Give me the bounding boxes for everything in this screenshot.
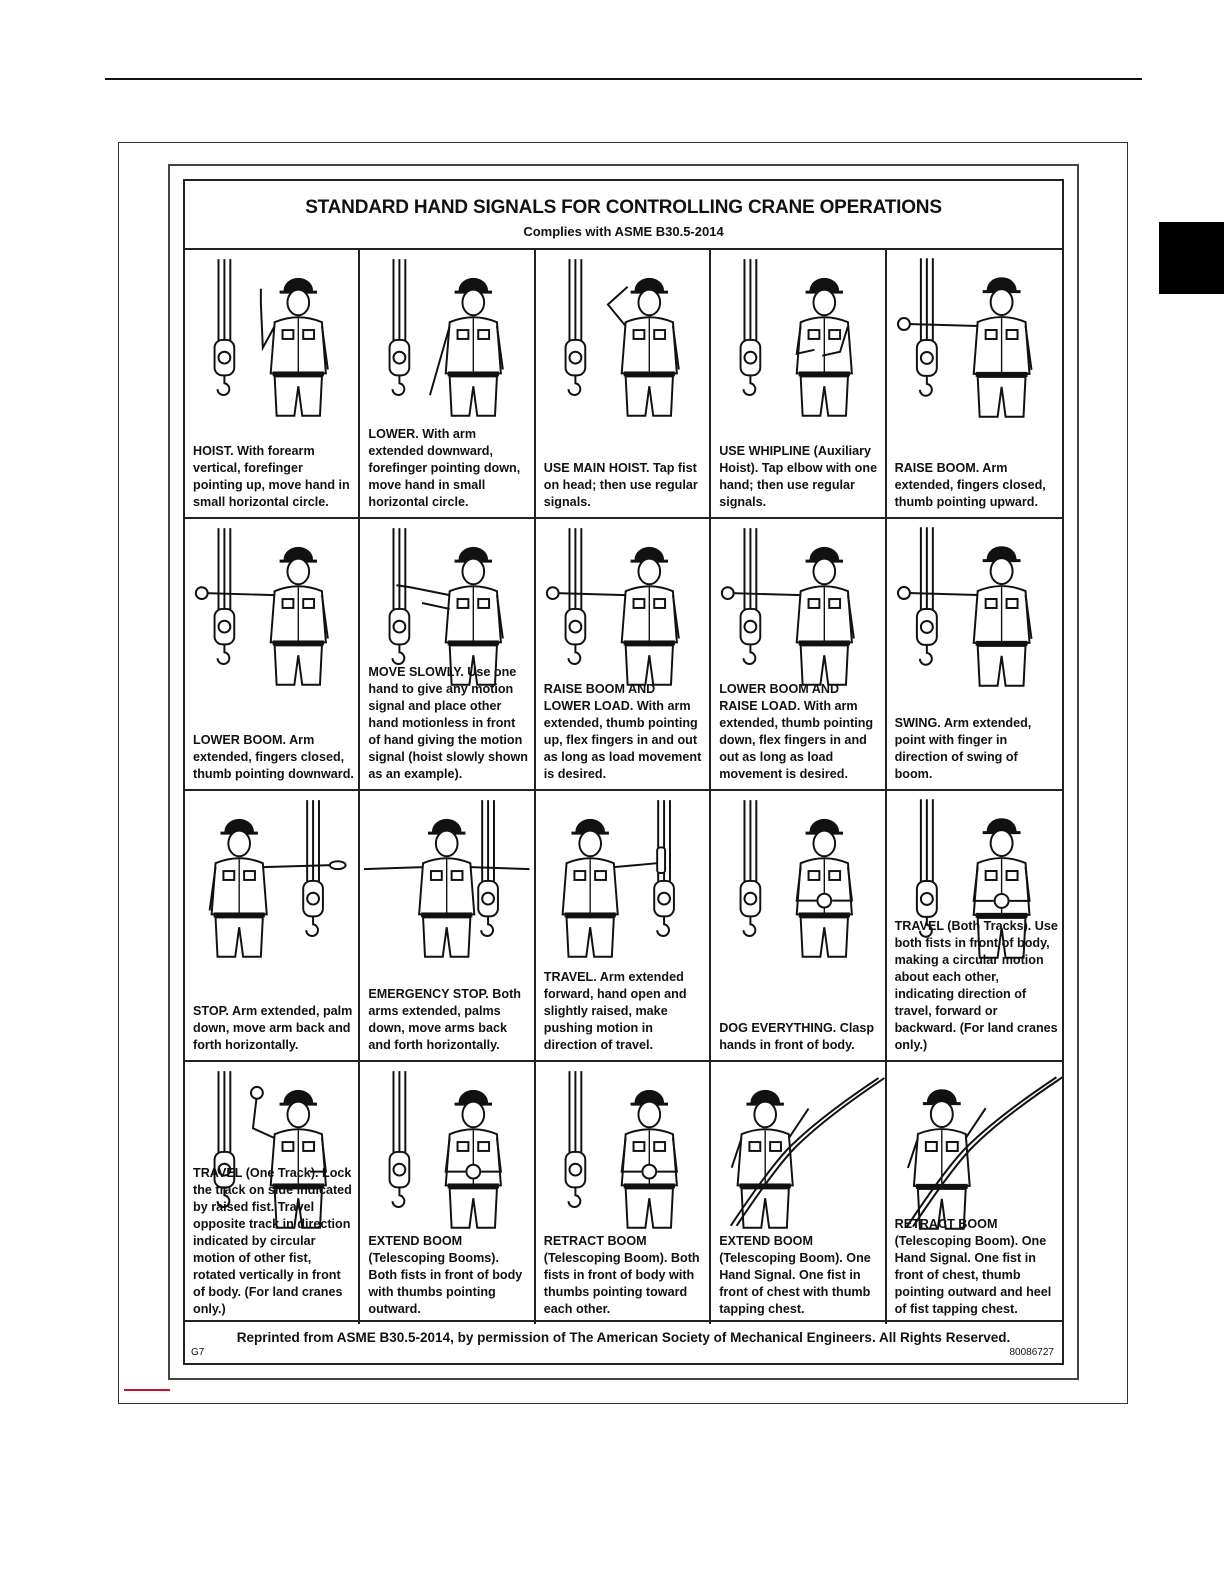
signal-description [895, 1216, 1058, 1318]
signal-cell [360, 519, 535, 791]
signal-description [193, 443, 354, 511]
figure-code: G7 [191, 1347, 205, 1358]
signal-cell [536, 250, 711, 519]
signal-instructions: With forearm vertical, forefinger pointing up, move hand in small horizontal circle. [193, 444, 350, 509]
signal-instructions: (Telescoping Booms). Both fists in front of body with thumbs pointing outward. [368, 1251, 523, 1316]
signal-name: RAISE BOOM. [894, 461, 980, 475]
lower-boom-icon [185, 519, 358, 689]
signal-name: RETRACT BOOM [894, 1217, 998, 1231]
top-rule [105, 78, 1142, 80]
signal-description [368, 426, 529, 511]
signal-instructions: Both arms extended, palms down, move arms back and forth horizontally. [368, 987, 521, 1052]
travel-icon [536, 791, 709, 961]
signal-instructions: Arm extended, palm down, move arm back and forth horizontally. [193, 1004, 353, 1052]
signal-name: LOWER BOOM AND RAISE LOAD. [719, 682, 840, 713]
signal-description [544, 460, 705, 511]
signal-name: HOIST. [193, 444, 234, 458]
signal-name: EMERGENCY STOP. [368, 987, 489, 1001]
signal-description [368, 664, 529, 783]
signal-cell [185, 250, 360, 519]
dog-everything-icon [711, 791, 884, 961]
signal-description [193, 1003, 354, 1054]
signal-cell [536, 1062, 711, 1324]
signal-name: USE WHIPLINE [719, 444, 811, 458]
signal-instructions: Arm extended forward, hand open and slightly raised, make pushing motion in direction of travel. [543, 970, 687, 1052]
signal-instructions: (Auxiliary Hoist). Tap elbow with one hand; then use regular signals. [719, 444, 878, 509]
signal-description [895, 918, 1058, 1054]
signal-cell [536, 519, 711, 791]
emergency-stop-icon [360, 791, 533, 961]
signal-instructions: Arm extended, fingers closed, thumb pointing downward. [193, 733, 354, 781]
stop-icon [185, 791, 358, 961]
signal-instructions: (Telescoping Boom). Both fists in front of body with thumbs pointing toward each other. [543, 1251, 700, 1316]
signal-description [193, 1165, 354, 1318]
signal-description [719, 1020, 880, 1054]
signal-cell [185, 1062, 360, 1324]
signal-name: RETRACT BOOM [543, 1234, 647, 1248]
signal-cell [360, 1062, 535, 1324]
signal-name: EXTEND BOOM [368, 1234, 463, 1248]
signal-name: MOVE SLOWLY. [368, 665, 464, 679]
signal-cell [887, 791, 1062, 1062]
chart-subtitle: Complies with ASME B30.5-2014 [523, 224, 724, 239]
signal-cell [711, 1062, 886, 1324]
signal-instructions: Arm extended, point with finger in direction of swing of boom. [894, 716, 1032, 781]
chart-footer [185, 1320, 1062, 1363]
signal-name: TRAVEL. [543, 970, 597, 984]
signal-cell [536, 791, 711, 1062]
signal-name: EXTEND BOOM [719, 1234, 813, 1248]
signal-description [544, 969, 705, 1054]
swing-icon [887, 519, 1062, 689]
signal-cell [185, 791, 360, 1062]
signal-instructions: (Telescoping Boom). One Hand Signal. One fist in front of chest, thumb pointing outward and heel of fist tapping chest. [894, 1234, 1052, 1316]
signal-instructions: (One Track). Lock the track on side indicated by raised fist. Travel opposite track in direction indicated by circular motion of other fist, rotated vertically in front of body. (For land cranes only.) [193, 1166, 352, 1316]
revision-mark [124, 1389, 170, 1391]
main-hoist-icon [536, 250, 709, 420]
signal-instructions: (Both Tracks). Use both fists in front of body, making a circular motion about each other, indicating direction of travel, forward or backward. (For land cranes only.) [894, 919, 1058, 1052]
chart-title: STANDARD HAND SIGNALS FOR CONTROLLING CRANE OPERATIONS [305, 197, 942, 218]
whipline-icon [711, 250, 884, 420]
chart-inner-border [183, 179, 1064, 1365]
raise-boom-icon [887, 250, 1062, 420]
signal-instructions: Clasp hands in front of body. [719, 1021, 875, 1052]
credit-line: Reprinted from ASME B30.5-2014, by permission of The American Society of Mechanical Engineers. All Rights Reserved. [236, 1330, 1011, 1345]
signal-description [544, 681, 705, 783]
hand-signal-chart [168, 164, 1079, 1380]
lower-icon [360, 250, 533, 420]
signal-instructions: With arm extended downward, forefinger pointing down, move hand in small horizontal circle. [368, 427, 521, 509]
signal-description [544, 1233, 705, 1318]
signal-instructions: With arm extended, thumb pointing down, flex fingers in and out as long as load movement is desired. [719, 699, 874, 781]
signal-cell [185, 519, 360, 791]
retract-boom-icon [536, 1062, 709, 1232]
signal-instructions: Use one hand to give any motion signal and place other hand motionless in front of hand giving the motion signal (hoist slowly shown as an example). [368, 665, 528, 781]
signal-name: USE MAIN HOIST. [543, 461, 650, 475]
part-number: 80086727 [1009, 1347, 1054, 1358]
signal-cell [711, 519, 886, 791]
signal-cell [887, 250, 1062, 519]
signal-description [719, 681, 880, 783]
signal-name: DOG EVERYTHING. [719, 1021, 837, 1035]
signal-name: STOP. [193, 1004, 229, 1018]
extend-boom-one-hand-icon [711, 1062, 884, 1232]
retract-boom-one-hand-icon [887, 1062, 1062, 1232]
chart-header [185, 181, 1062, 250]
signal-cell [360, 250, 535, 519]
signal-cell [711, 791, 886, 1062]
signal-instructions: With arm extended, thumb pointing up, flex fingers in and out as long as load movement is desired. [543, 699, 702, 781]
signal-name: LOWER BOOM. [193, 733, 287, 747]
signal-name: TRAVEL [894, 919, 944, 933]
extend-boom-icon [360, 1062, 533, 1232]
hoist-icon [185, 250, 358, 420]
signal-description [193, 732, 354, 783]
signal-cell [887, 1062, 1062, 1324]
signal-description [719, 1233, 880, 1318]
raise-boom-lower-load-icon [536, 519, 709, 689]
signal-description [895, 460, 1058, 511]
signal-description [368, 986, 529, 1054]
signal-cell [360, 791, 535, 1062]
lower-boom-raise-load-icon [711, 519, 884, 689]
signal-description [719, 443, 880, 511]
signal-name: LOWER. [368, 427, 419, 441]
signal-cell [711, 250, 886, 519]
signal-description [368, 1233, 529, 1318]
section-tab [1159, 222, 1224, 294]
signal-name: TRAVEL [193, 1166, 243, 1180]
signal-name: RAISE BOOM AND LOWER LOAD. [543, 682, 656, 713]
signal-instructions: Tap fist on head; then use regular signals. [543, 461, 698, 509]
signal-description [895, 715, 1058, 783]
signal-cell [887, 519, 1062, 791]
signal-grid [185, 250, 1062, 1324]
signal-instructions: (Telescoping Boom). One Hand Signal. One fist in front of chest with thumb tapping chest. [719, 1251, 871, 1316]
signal-instructions: Arm extended, fingers closed, thumb pointing upward. [894, 461, 1046, 509]
signal-name: SWING. [894, 716, 941, 730]
